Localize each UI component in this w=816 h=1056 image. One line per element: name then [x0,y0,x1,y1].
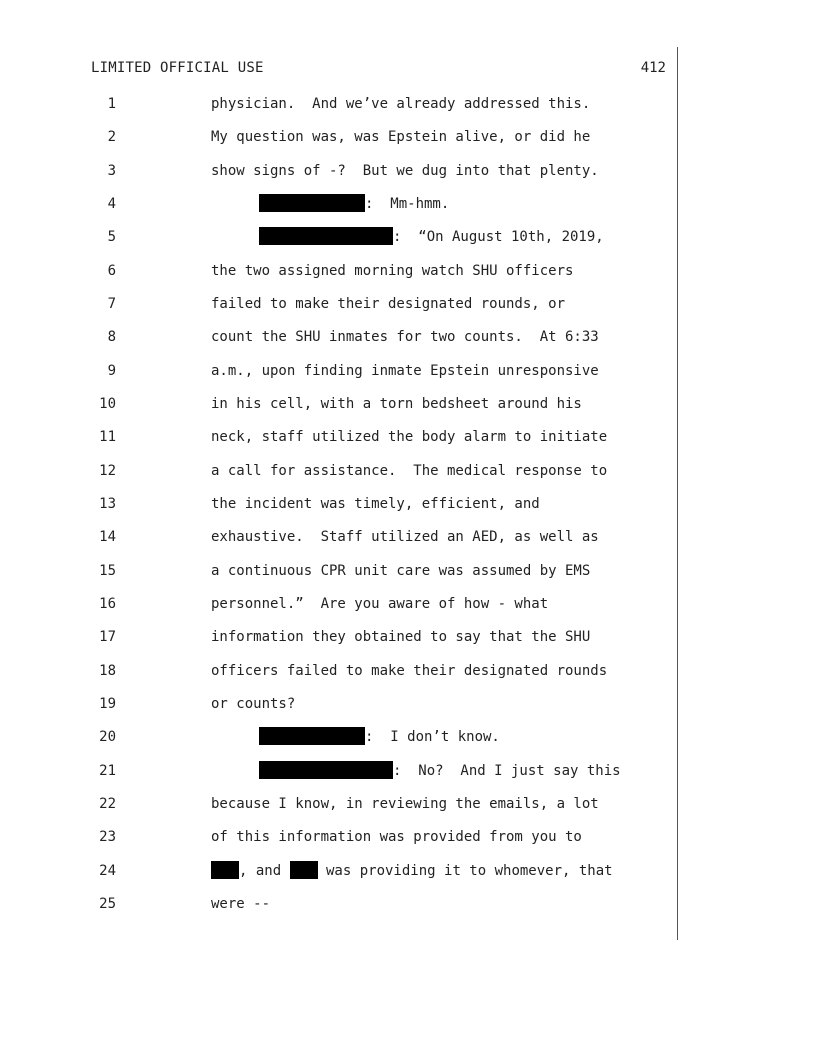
transcript-line [0,625,816,658]
transcript-line [0,125,816,158]
line-text [259,227,604,247]
line-number: 10 [99,395,116,412]
transcript-line [0,359,816,392]
line-number: 3 [107,162,116,179]
line-text [211,394,582,414]
line-text [259,194,449,214]
line-number: 20 [99,729,116,746]
line-text [211,94,590,114]
transcript-line [0,392,816,425]
line-text [211,627,590,647]
line-number: 12 [99,462,116,479]
classification-header: LIMITED OFFICIAL USE [91,60,264,76]
transcript-line [0,825,816,858]
transcript-line [0,492,816,525]
transcript-line [0,692,816,725]
transcript-line [0,325,816,358]
transcript-line [0,759,816,792]
transcript-line [0,425,816,458]
line-number: 15 [99,562,116,579]
text-segment: , and [239,862,290,879]
text-segment: officers failed to make their designated rounds [211,662,608,679]
line-text [211,594,548,614]
line-text [211,894,270,914]
line-number: 1 [107,96,116,112]
transcript-line [0,525,816,558]
line-number: 13 [99,495,116,512]
page-number: 412 [640,60,666,76]
line-number: 16 [99,595,116,612]
text-segment: My question was, was Epstein alive, or did he [211,129,591,146]
text-segment: : Mm-hmm. [365,195,450,212]
text-segment: the incident was timely, efficient, and [211,495,540,512]
text-segment: of this information was provided from you to [211,829,582,846]
text-segment: the two assigned morning watch SHU officers [211,262,574,279]
redaction-box [259,227,393,245]
text-segment: : “On August 10th, 2019, [393,229,604,246]
line-text [211,527,599,547]
line-number: 7 [107,295,116,312]
text-segment: or counts? [211,695,296,712]
line-number: 11 [99,429,116,446]
line-text [211,794,599,814]
line-number: 22 [99,795,116,812]
text-segment: : No? And I just say this [393,762,621,779]
line-number: 14 [99,529,116,546]
line-text [211,861,613,881]
text-segment: was providing it to whomever, that [317,862,613,879]
line-number: 18 [99,662,116,679]
text-segment: show signs of -? But we dug into that plenty. [211,162,599,179]
transcript-line [0,225,816,258]
text-segment: in his cell, with a torn bedsheet around his [211,395,582,412]
transcript-line [0,92,816,125]
line-number: 2 [107,129,116,146]
redaction-box [290,861,318,879]
line-text [211,694,295,714]
line-text [211,261,573,281]
line-text [211,827,582,847]
transcript-line [0,159,816,192]
text-segment: were -- [211,895,271,912]
text-segment: a call for assistance. The medical response to [211,462,608,479]
text-segment: because I know, in reviewing the emails, a lot [211,795,599,812]
line-number: 4 [107,195,116,212]
transcript-line [0,725,816,758]
text-segment: neck, staff utilized the body alarm to initiate [211,429,608,446]
line-text [259,727,500,747]
line-number: 24 [99,862,116,879]
line-number: 5 [107,229,116,246]
transcript-line [0,659,816,692]
text-segment: : I don’t know. [365,729,500,746]
line-number: 6 [107,262,116,279]
line-number: 8 [107,329,116,346]
line-text [211,294,565,314]
line-text [259,761,621,781]
line-number: 9 [107,362,116,379]
transcript-line [0,292,816,325]
text-segment: personnel.” Are you aware of how - what [211,595,549,612]
text-segment: count the SHU inmates for two counts. At 6:33 [211,329,599,346]
text-segment: information they obtained to say that the SHU [211,629,591,646]
line-text [211,494,540,514]
line-text [211,161,599,181]
line-number: 25 [99,895,116,912]
redaction-box [211,861,239,879]
transcript-line [0,592,816,625]
transcript-line [0,859,816,892]
text-segment: a continuous CPR unit care was assumed by EMS [211,562,591,579]
redaction-box [259,761,393,779]
line-text [211,427,607,447]
line-number: 17 [99,629,116,646]
line-text [211,461,607,481]
transcript-line [0,892,816,925]
text-segment: a.m., upon finding inmate Epstein unresponsive [211,362,599,379]
transcript-line [0,459,816,492]
line-text [211,361,599,381]
line-number: 23 [99,829,116,846]
redaction-box [259,727,365,745]
line-text [211,661,607,681]
line-text [211,127,590,147]
line-number: 21 [99,762,116,779]
transcript-body [0,92,816,925]
transcript-line [0,259,816,292]
line-text [211,327,599,347]
text-segment: physician. And we’ve already addressed this. [211,96,591,112]
line-number: 19 [99,695,116,712]
text-segment: failed to make their designated rounds, or [211,295,566,312]
transcript-line [0,792,816,825]
transcript-line [0,559,816,592]
line-text [211,561,590,581]
transcript-line [0,192,816,225]
redaction-box [259,194,365,212]
text-segment: exhaustive. Staff utilized an AED, as well as [211,529,599,546]
